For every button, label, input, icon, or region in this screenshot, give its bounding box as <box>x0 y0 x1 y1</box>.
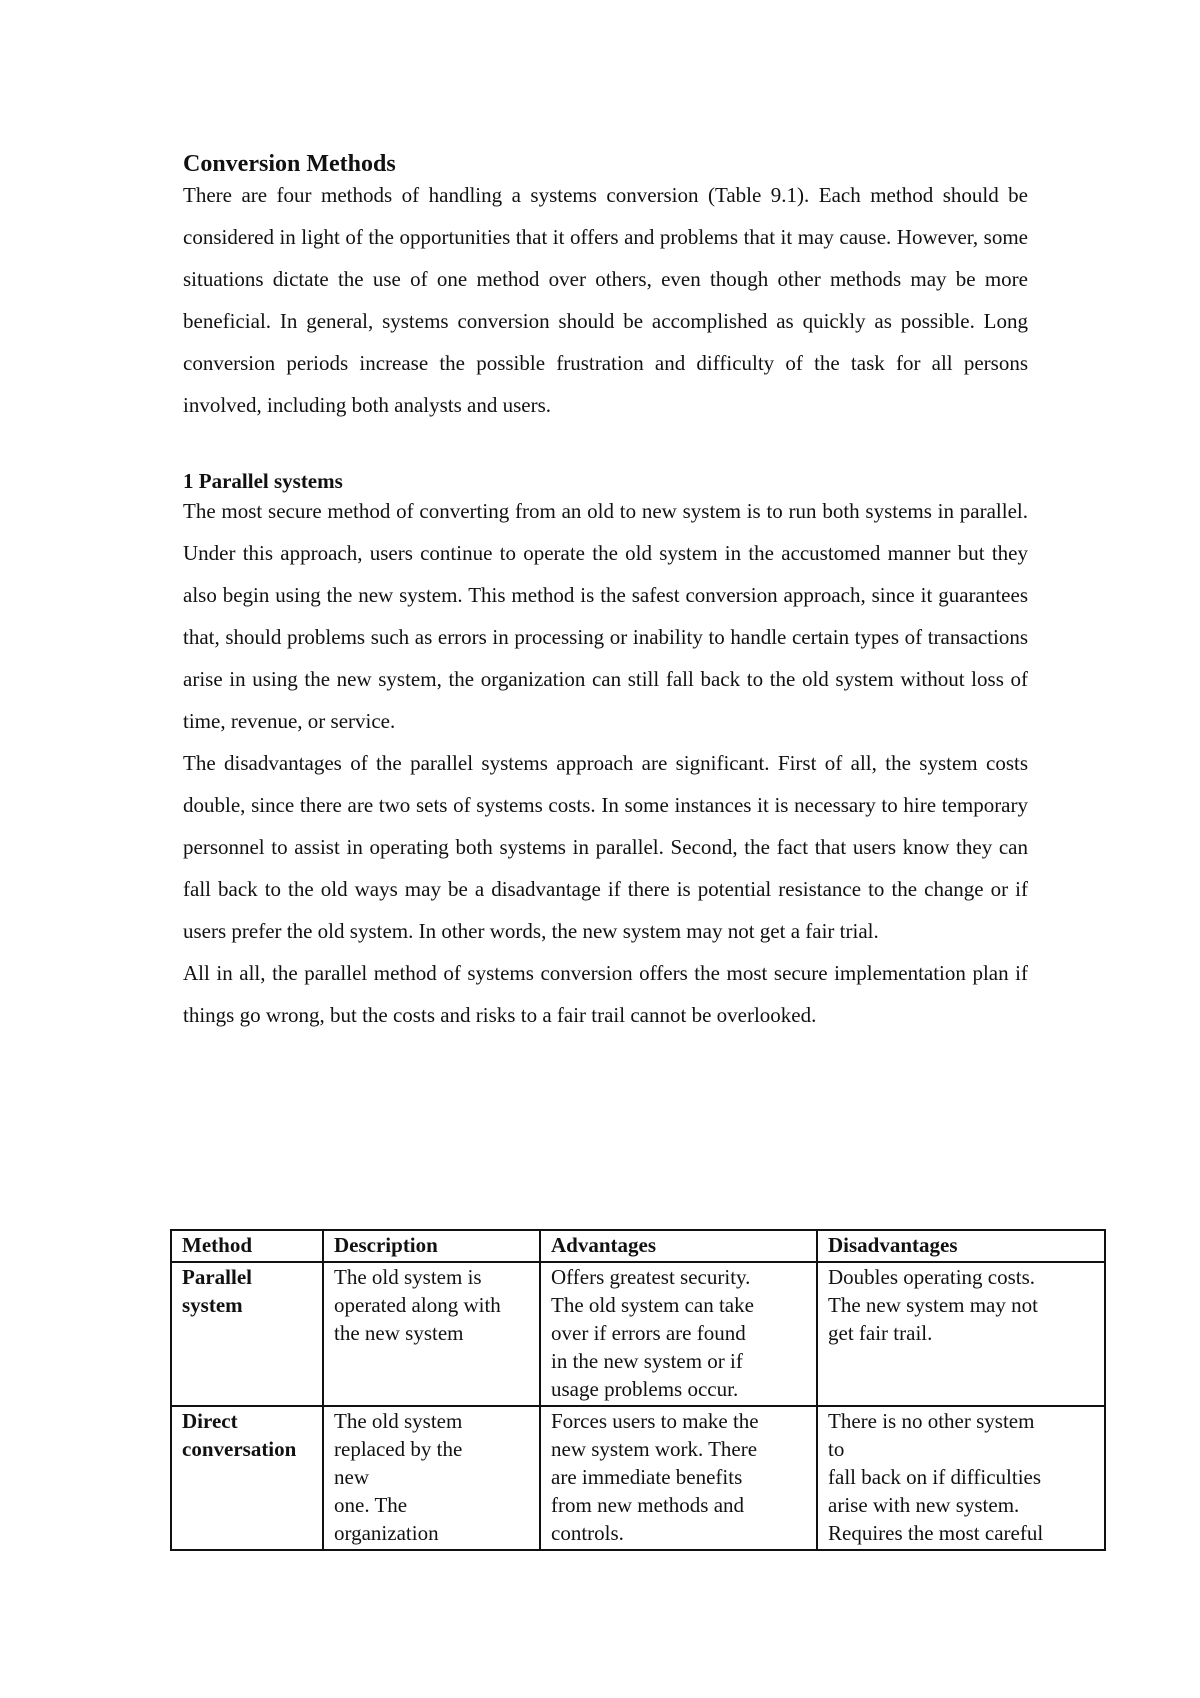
conversion-methods-table <box>170 1229 1106 1551</box>
table-row <box>171 1262 1105 1406</box>
description-cell: The old system replaced by the new one. The organization <box>323 1406 540 1550</box>
advantages-cell: Forces users to make the new system work. There are immediate benefits from new methods and controls. <box>540 1406 817 1550</box>
column-header-method: Method <box>171 1230 323 1262</box>
document-body <box>183 150 1028 1036</box>
table-row <box>171 1406 1105 1550</box>
section-paragraph: All in all, the parallel method of systems conversion offers the most secure implementation plan if things go wrong, but the costs and risks to a fair trail cannot be overlooked. <box>183 961 1028 1027</box>
advantages-cell: Offers greatest security. The old system can take over if errors are found in the new system or if usage problems occur. <box>540 1262 817 1406</box>
table-header-row <box>171 1230 1105 1262</box>
column-header-description: Description <box>323 1230 540 1262</box>
disadvantages-cell: Doubles operating costs. The new system may not get fair trail. <box>817 1262 1105 1406</box>
intro-paragraph: There are four methods of handling a systems conversion (Table 9.1). Each method should be considered in light of the opportunities that it offers and problems that it may cause. However, some situations dictate the use of one method over others, even though other methods may be more beneficial. In general, systems conversion should be accomplished as quickly as possible. Long conversion periods increase the possible frustration and difficulty of the task for all persons involved, including both analysts and users. <box>183 183 1028 417</box>
disadvantages-cell: There is no other system to fall back on if difficulties arise with new system. Requires the most careful <box>817 1406 1105 1550</box>
column-header-advantages: Advantages <box>540 1230 817 1262</box>
method-cell: Direct conversation <box>171 1406 323 1550</box>
method-cell: Parallel system <box>171 1262 323 1406</box>
section-paragraph: The disadvantages of the parallel systems approach are significant. First of all, the system costs double, since there are two sets of systems costs. In some instances it is necessary to hire temporary personnel to assist in operating both systems in parallel. Second, the fact that users know they can fall back to the old ways may be a disadvantage if there is potential resistance to the change or if users prefer the old system. In other words, the new system may not get a fair trial. <box>183 751 1028 943</box>
page-title: Conversion Methods <box>183 151 396 177</box>
section-heading-parallel-systems: 1 Parallel systems <box>183 469 343 493</box>
section-paragraph: The most secure method of converting from an old to new system is to run both systems in parallel. Under this approach, users continue to operate the old system in the accustomed manner but they also begin using the new system. This method is the safest conversion approach, since it guarantees that, should problems such as errors in processing or inability to handle certain types of transactions arise in using the new system, the organization can still fall back to the old system without loss of time, revenue, or service. <box>183 499 1028 733</box>
column-header-disadvantages: Disadvantages <box>817 1230 1105 1262</box>
description-cell: The old system is operated along with the new system <box>323 1262 540 1406</box>
